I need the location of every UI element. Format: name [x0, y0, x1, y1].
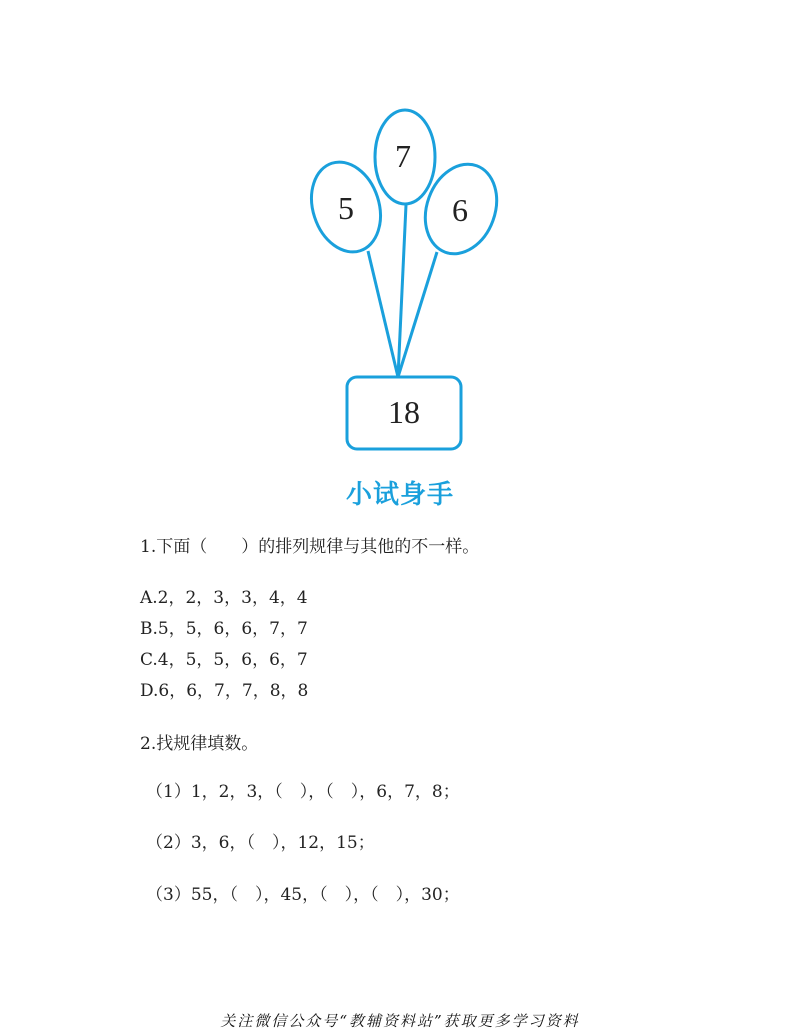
question-1-option-c: C.4，5，5，6，6，7 [140, 650, 308, 670]
balloon-diagram [290, 95, 510, 465]
balloon-string-left [368, 251, 398, 377]
question-1-option-a: A.2，2，3，3，4，4 [140, 588, 308, 608]
balloon-right-number: 6 [452, 192, 468, 228]
balloon-left-number: 5 [338, 190, 354, 226]
sum-box-number: 18 [388, 394, 420, 430]
question-2-item-2: （2）3，6，（ ），12，15； [146, 833, 375, 853]
question-1-title: 1.下面（ ）的排列规律与其他的不一样。 [140, 537, 480, 557]
footer-note: 关注微信公众号“教辅资料站”获取更多学习资料 [220, 1012, 580, 1030]
section-title: 小试身手 [345, 480, 454, 510]
question-2-item-3: （3）55，（ ），45，（ ），（ ），30； [146, 885, 460, 905]
question-2-item-1: （1）1，2，3，（ ），（ ），6，7，8； [146, 782, 460, 802]
question-1-option-b: B.5，5，6，6，7，7 [140, 619, 308, 639]
balloon-figure [290, 95, 510, 465]
question-2-title: 2.找规律填数。 [140, 734, 259, 754]
balloon-middle-number: 7 [395, 138, 411, 174]
question-1-option-d: D.6，6，7，7，8，8 [140, 681, 309, 701]
